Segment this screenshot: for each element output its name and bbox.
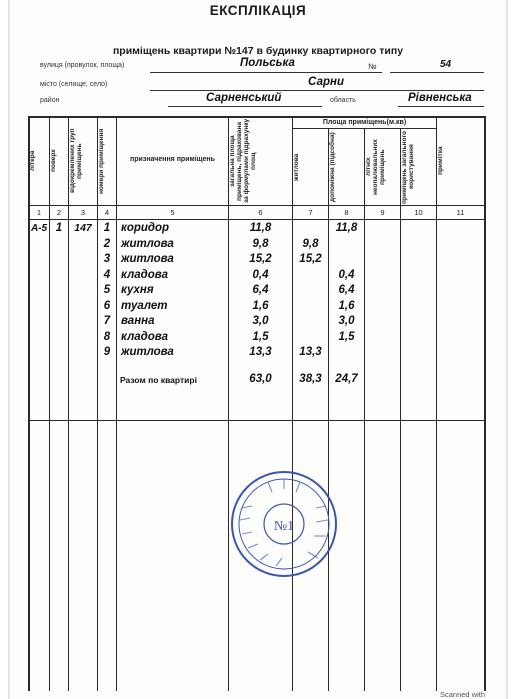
row-name: коридор [121, 222, 170, 234]
row-number: 5 [103, 284, 111, 296]
row-aux-area: 1,5 [338, 330, 355, 343]
col-line [484, 116, 486, 691]
header-area-group: Площа приміщень(м.кв) [322, 119, 407, 126]
col-line [49, 116, 50, 691]
row-living-area: 15,2 [299, 253, 322, 265]
totals-aux: 24,7 [335, 373, 358, 385]
row-total-area: 0,4 [252, 268, 269, 281]
row-name: житлова [121, 346, 174, 358]
col-number: 9 [380, 208, 385, 217]
scanner-watermark: Scanned with [440, 690, 486, 699]
row-number: 2 [103, 237, 111, 250]
row-living-area: 13,3 [299, 346, 322, 358]
totals-total: 63,0 [249, 373, 272, 385]
row-name: житлова [121, 237, 174, 250]
street-label: вулиця (провулок, площа) [40, 62, 125, 69]
totals-label: Разом по квартирі [120, 375, 197, 385]
stamp-number: №1 [273, 519, 295, 534]
region-label: область [330, 97, 356, 104]
header-pryznachennia: призначення приміщень [130, 156, 215, 163]
row-total-area: 15,2 [249, 253, 272, 265]
number-underline [390, 72, 484, 73]
col-number: 2 [56, 208, 62, 217]
region-value: Рівненська [408, 92, 472, 104]
official-stamp [228, 468, 340, 580]
page-edge [506, 0, 508, 699]
cell-poverkh: 1 [55, 222, 63, 234]
district-value: Сарненський [206, 92, 282, 104]
city-label: місто (селище, село) [40, 81, 108, 88]
number-label: № [368, 62, 377, 71]
col-number: 11 [456, 208, 465, 217]
header-nomery: номери приміщення [98, 128, 105, 194]
row-total-area: 9,8 [252, 237, 269, 250]
col-line [436, 116, 437, 691]
row-number: 4 [103, 268, 111, 281]
page-edge [8, 0, 10, 699]
row-total-area: 11,8 [249, 222, 272, 234]
number-value: 54 [440, 59, 452, 70]
header-zahalna: загальна площа приміщень, підрахована за формулами підрахунку площ [229, 118, 257, 204]
row-aux-area: 11,8 [335, 222, 358, 234]
district-underline [168, 106, 322, 107]
district-label: район [40, 97, 60, 104]
street-value: Польська [240, 57, 295, 69]
col-number: 8 [344, 208, 349, 217]
region-underline [398, 106, 484, 107]
header-zahalnoho: приміщень загального користування [401, 130, 415, 204]
row-aux-area: 6,4 [338, 284, 355, 296]
row-number: 9 [103, 346, 111, 358]
header-prymitka: примітка [437, 146, 444, 176]
row-name: кладова [121, 268, 168, 281]
row-living-area: 9,8 [302, 237, 319, 250]
city-value: Сарни [308, 76, 344, 88]
col-line [116, 116, 117, 691]
col-number: 5 [170, 208, 175, 217]
document-title: ЕКСПЛІКАЦІЯ [209, 3, 307, 18]
row-number: 1 [103, 222, 111, 234]
header-dopomizhna: допоміжна (підсобна) [329, 132, 336, 202]
totals-living: 38,3 [299, 373, 322, 385]
header-litera: літера [29, 150, 36, 172]
cell-kvartyra: 147 [74, 222, 92, 234]
col-number: 6 [258, 208, 263, 217]
col-line [28, 116, 30, 691]
col-number: 10 [414, 208, 423, 217]
col-number: 4 [104, 208, 110, 217]
row-total-area: 6,4 [252, 284, 269, 296]
row-aux-area: 0,4 [338, 268, 355, 281]
header-zhytlova: житлова [293, 153, 300, 181]
row-number: 3 [103, 253, 111, 265]
row-total-area: 3,0 [252, 315, 269, 327]
header-poverkh: поверх [50, 149, 57, 173]
row-number: 7 [103, 315, 111, 327]
street-underline [150, 72, 382, 73]
col-number: 1 [36, 208, 42, 217]
col-number: 3 [80, 208, 86, 217]
document-subtitle: приміщень квартири №147 в будинку квартирного типу [112, 45, 404, 57]
row-total-area: 1,6 [252, 299, 269, 312]
header-litnikh: літніх неопалювальних приміщень [365, 139, 386, 195]
row-name: туалет [121, 299, 168, 312]
row-aux-area: 3,0 [338, 315, 355, 327]
row-name: кухня [121, 284, 154, 296]
col-number: 7 [308, 208, 313, 217]
row-name: ванна [121, 315, 155, 327]
row-aux-area: 1,6 [338, 299, 355, 312]
row-total-area: 13,3 [249, 346, 272, 358]
row-number: 8 [103, 330, 111, 343]
row-name: кладова [121, 330, 168, 343]
row-total-area: 1,5 [252, 330, 269, 343]
city-underline [150, 90, 484, 91]
cell-litera: А-5 [30, 223, 48, 234]
row-name: житлова [121, 253, 174, 265]
header-vidokremleni: відокремлених груп приміщень [69, 128, 83, 194]
row-number: 6 [103, 299, 111, 312]
